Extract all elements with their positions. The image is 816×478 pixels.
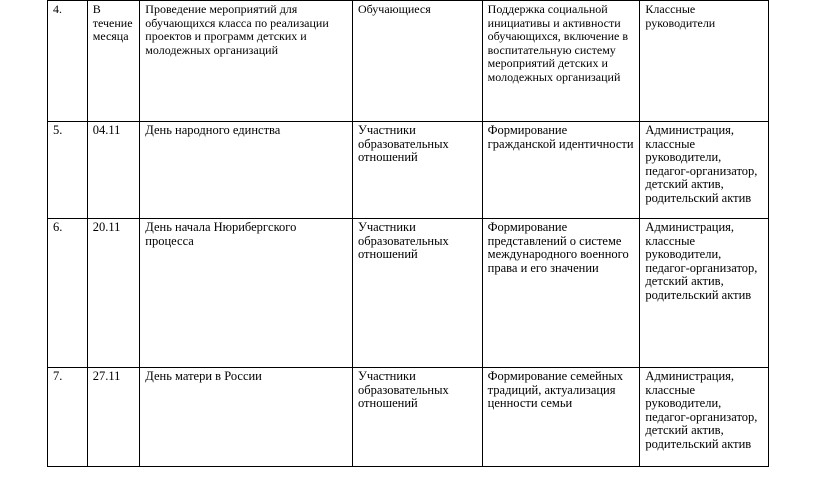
responsible-cell bbox=[640, 219, 769, 368]
goal-text: Поддержка социальной инициативы и активности обучающихся, включение в воспитательную систему мероприятий детских и молодежных организаций bbox=[487, 2, 628, 84]
event-text: День матери в России bbox=[145, 369, 262, 383]
responsible-text: Администрация, классные руководители, педагог-организатор, детский актив, родительский актив bbox=[645, 369, 758, 451]
participants-cell bbox=[352, 219, 482, 368]
row-number bbox=[48, 1, 88, 122]
event-cell bbox=[140, 122, 353, 219]
participants-text: Участники образовательных отношений bbox=[357, 369, 449, 410]
table-row bbox=[48, 1, 769, 122]
goal-cell bbox=[482, 219, 640, 368]
event-text: Проведение мероприятий для обучающихся класса по реализации проектов и программ детских и молодежных организаций bbox=[145, 2, 329, 57]
date-text: В течение месяца bbox=[92, 2, 133, 43]
responsible-text: Классные руководители bbox=[645, 2, 716, 30]
row-number-text: 4. bbox=[53, 2, 62, 16]
goal-cell bbox=[482, 1, 640, 122]
participants-cell bbox=[352, 122, 482, 219]
goal-text: Формирование представлений о системе международного военного права и его значении bbox=[487, 220, 629, 275]
goal-cell bbox=[482, 368, 640, 467]
row-number-text: 7. bbox=[53, 369, 63, 383]
date-text: 20.11 bbox=[92, 220, 121, 234]
date-cell bbox=[87, 1, 140, 122]
responsible-cell bbox=[640, 368, 769, 467]
event-cell bbox=[140, 1, 353, 122]
row-number bbox=[48, 368, 88, 467]
event-text: День народного единства bbox=[145, 123, 281, 137]
goal-text: Формирование гражданской идентичности bbox=[487, 123, 634, 151]
date-cell bbox=[87, 219, 140, 368]
date-cell bbox=[87, 122, 140, 219]
event-cell bbox=[140, 368, 353, 467]
date-text: 04.11 bbox=[92, 123, 121, 137]
responsible-cell bbox=[640, 122, 769, 219]
participants-cell bbox=[352, 368, 482, 467]
row-number bbox=[48, 219, 88, 368]
participants-text: Участники образовательных отношений bbox=[357, 220, 449, 261]
row-number bbox=[48, 122, 88, 219]
responsible-text: Администрация, классные руководители, педагог-организатор, детский актив, родительский актив bbox=[645, 220, 758, 302]
table-row bbox=[48, 219, 769, 368]
participants-cell bbox=[352, 1, 482, 122]
participants-text: Обучающиеся bbox=[357, 2, 431, 16]
responsible-text: Администрация, классные руководители, педагог-организатор, детский актив, родительский актив bbox=[645, 123, 758, 205]
goal-cell bbox=[482, 122, 640, 219]
row-number-text: 6. bbox=[53, 220, 63, 234]
event-cell bbox=[140, 219, 353, 368]
responsible-cell bbox=[640, 1, 769, 122]
event-text: День начала Нюрибергского процесса bbox=[145, 220, 297, 248]
date-text: 27.11 bbox=[92, 369, 121, 383]
date-cell bbox=[87, 368, 140, 467]
events-table bbox=[47, 0, 769, 467]
table-row bbox=[48, 122, 769, 219]
goal-text: Формирование семейных традиций, актуализация ценности семьи bbox=[487, 369, 624, 410]
participants-text: Участники образовательных отношений bbox=[357, 123, 449, 164]
table-row bbox=[48, 368, 769, 467]
row-number-text: 5. bbox=[53, 123, 63, 137]
